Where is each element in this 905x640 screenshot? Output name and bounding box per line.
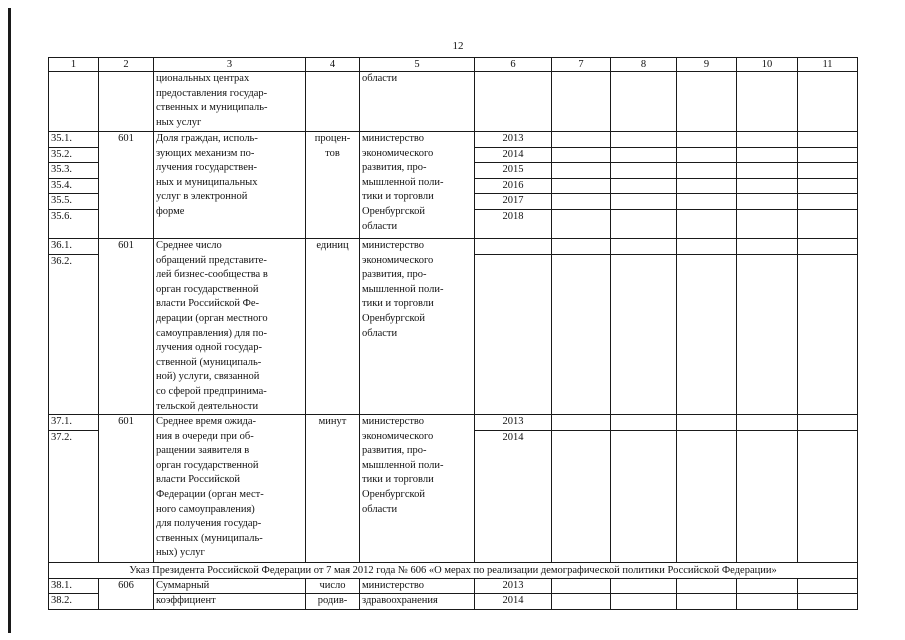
col-header: 8 — [611, 58, 677, 72]
row-code: 35.3. — [49, 163, 99, 179]
year-cell: 2013 — [475, 132, 552, 148]
unit-text: родив- — [306, 594, 360, 610]
indicator-text: Среднее число обращений представите- лей бизнес-сообщества в орган государственной власти Российской Фе- дерации (орган местного самоуправления) для по- лучения одной государ- ственной (муниципаль- ной) услуги, связанной со сферой предпринима- тельской деятельности — [154, 238, 306, 414]
indicator-text: циональных центрах предоставления государ- ственных и муниципаль- ных услуг — [154, 72, 306, 132]
year-cell: 2014 — [475, 594, 552, 610]
year-cell: 2017 — [475, 194, 552, 210]
col-header: 4 — [306, 58, 360, 72]
decree-number: 601 — [99, 415, 154, 563]
row-code: 35.4. — [49, 178, 99, 194]
responsible-text: министерство экономического развития, про- мышленной поли- тики и торговли Оренбургской области — [360, 238, 475, 414]
year-cell: 2013 — [475, 415, 552, 431]
col-header: 9 — [677, 58, 737, 72]
scan-margin-bar — [8, 8, 11, 633]
decree-number: 601 — [99, 132, 154, 239]
table-row — [49, 415, 858, 431]
responsible-text: здравоохранения — [360, 594, 475, 610]
decree-title: Указ Президента Российской Федерации от 7 мая 2012 года № 606 «О мерах по реализации демографической политики Российской Федерации» — [49, 562, 858, 578]
table-row — [49, 132, 858, 148]
row-code: 38.1. — [49, 578, 99, 594]
table-row — [49, 578, 858, 594]
indicators-table — [48, 57, 858, 610]
responsible-text: министерство экономического развития, про- мышленной поли- тики и торговли Оренбургской области — [360, 132, 475, 239]
row-code: 35.5. — [49, 194, 99, 210]
decree-number: 601 — [99, 238, 154, 414]
year-cell: 2014 — [475, 147, 552, 163]
header-row — [49, 58, 858, 72]
decree-number: 606 — [99, 578, 154, 609]
col-header: 2 — [99, 58, 154, 72]
col-header: 6 — [475, 58, 552, 72]
col-header: 10 — [737, 58, 798, 72]
col-header: 3 — [154, 58, 306, 72]
unit-text: процен- тов — [306, 132, 360, 239]
row-code: 36.1. — [49, 238, 99, 254]
row-code: 36.2. — [49, 254, 99, 414]
row-code: 38.2. — [49, 594, 99, 610]
col-header: 1 — [49, 58, 99, 72]
year-cell: 2016 — [475, 178, 552, 194]
decree-header-row — [49, 562, 858, 578]
col-header: 5 — [360, 58, 475, 72]
col-header: 11 — [798, 58, 858, 72]
row-code: 35.2. — [49, 147, 99, 163]
responsible-text: области — [360, 72, 475, 132]
indicator-text: Доля граждан, исполь- зующих механизм по- лучения государствен- ных и муниципальных услуг в электронной форме — [154, 132, 306, 239]
table-row — [49, 238, 858, 254]
unit-text: число — [306, 578, 360, 594]
page-number: 12 — [452, 40, 464, 52]
indicator-text: Среднее время ожида- ния в очереди при об- ращении заявителя в орган государственной власти Российской Федерации (орган мест- ного самоуправления) для получения государ- ственных (муниципаль- ных) услуг — [154, 415, 306, 563]
unit-text: единиц — [306, 238, 360, 414]
unit-text: минут — [306, 415, 360, 563]
row-code: 37.1. — [49, 415, 99, 431]
indicator-text: коэффициент — [154, 594, 306, 610]
continued-row — [49, 72, 858, 132]
row-code: 37.2. — [49, 430, 99, 562]
year-cell: 2015 — [475, 163, 552, 179]
year-cell: 2014 — [475, 430, 552, 562]
responsible-text: министерство экономического развития, про- мышленной поли- тики и торговли Оренбургской области — [360, 415, 475, 563]
year-cell: 2013 — [475, 578, 552, 594]
col-header: 7 — [552, 58, 611, 72]
year-cell: 2018 — [475, 209, 552, 238]
row-code: 35.6. — [49, 209, 99, 238]
row-code: 35.1. — [49, 132, 99, 148]
indicator-text: Суммарный — [154, 578, 306, 594]
responsible-text: министерство — [360, 578, 475, 594]
table-row — [49, 594, 858, 610]
